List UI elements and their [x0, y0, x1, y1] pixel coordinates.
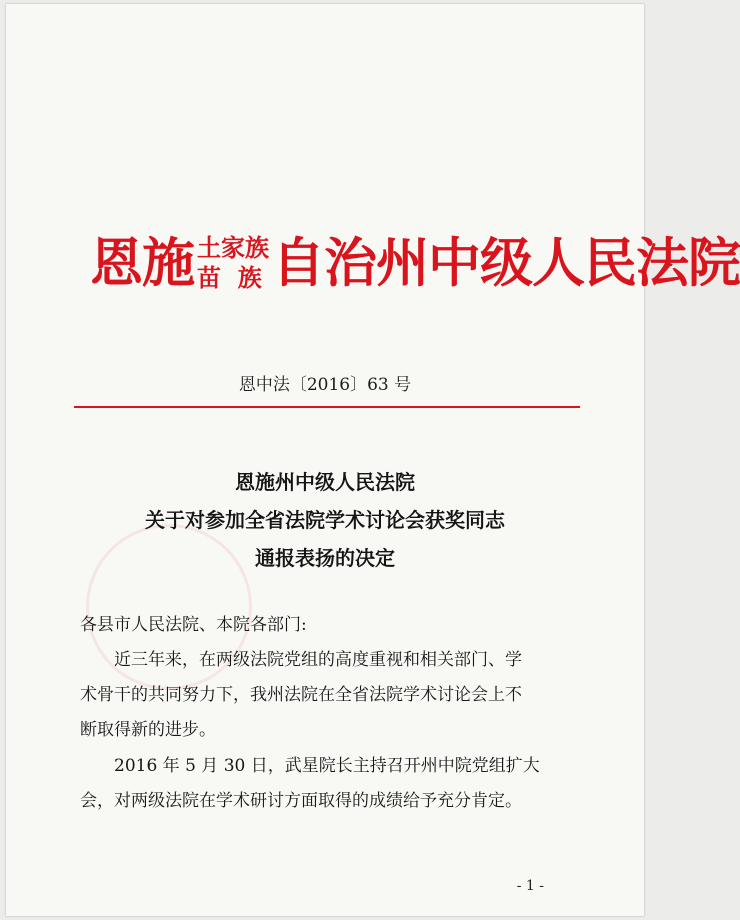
paragraph-1-line-1: 近三年来，在两级法院党组的高度重视和相关部门、学	[114, 650, 522, 670]
ethnic-line-1: 土家族	[197, 233, 269, 262]
paragraph-2-line-2: 会，对两级法院在学术研讨方面取得的成绩给予充分肯定。	[80, 791, 522, 811]
paragraph-2-line-1: 2016 年 5 月 30 日，武星院长主持召开州中院党组扩大	[114, 756, 540, 776]
title-line-2: 关于对参加全省法院学术讨论会获奖同志	[145, 508, 505, 532]
title-line-3: 通报表扬的决定	[255, 546, 395, 570]
document-page	[6, 4, 740, 916]
salutation: 各县市人民法院、本院各部门:	[80, 615, 307, 635]
title-line-1: 恩施州中级人民法院	[235, 470, 415, 494]
masthead-suffix: 自治州中级人民法院	[272, 232, 740, 294]
masthead-ethnic-names	[197, 233, 269, 293]
ethnic-line-2: 苗 族	[197, 263, 262, 292]
masthead-prefix: 恩施	[90, 232, 194, 294]
bleed-through-texture	[6, 4, 644, 916]
red-separator-line	[74, 406, 580, 408]
document-number: 恩中法〔2016〕63 号	[238, 375, 412, 395]
paragraph-1-line-2: 术骨干的共同努力下，我州法院在全省法院学术讨论会上不	[80, 685, 522, 705]
paragraph-1-line-3: 断取得新的进步。	[80, 720, 216, 740]
page-number: - 1 -	[516, 878, 544, 894]
red-masthead	[90, 218, 740, 308]
